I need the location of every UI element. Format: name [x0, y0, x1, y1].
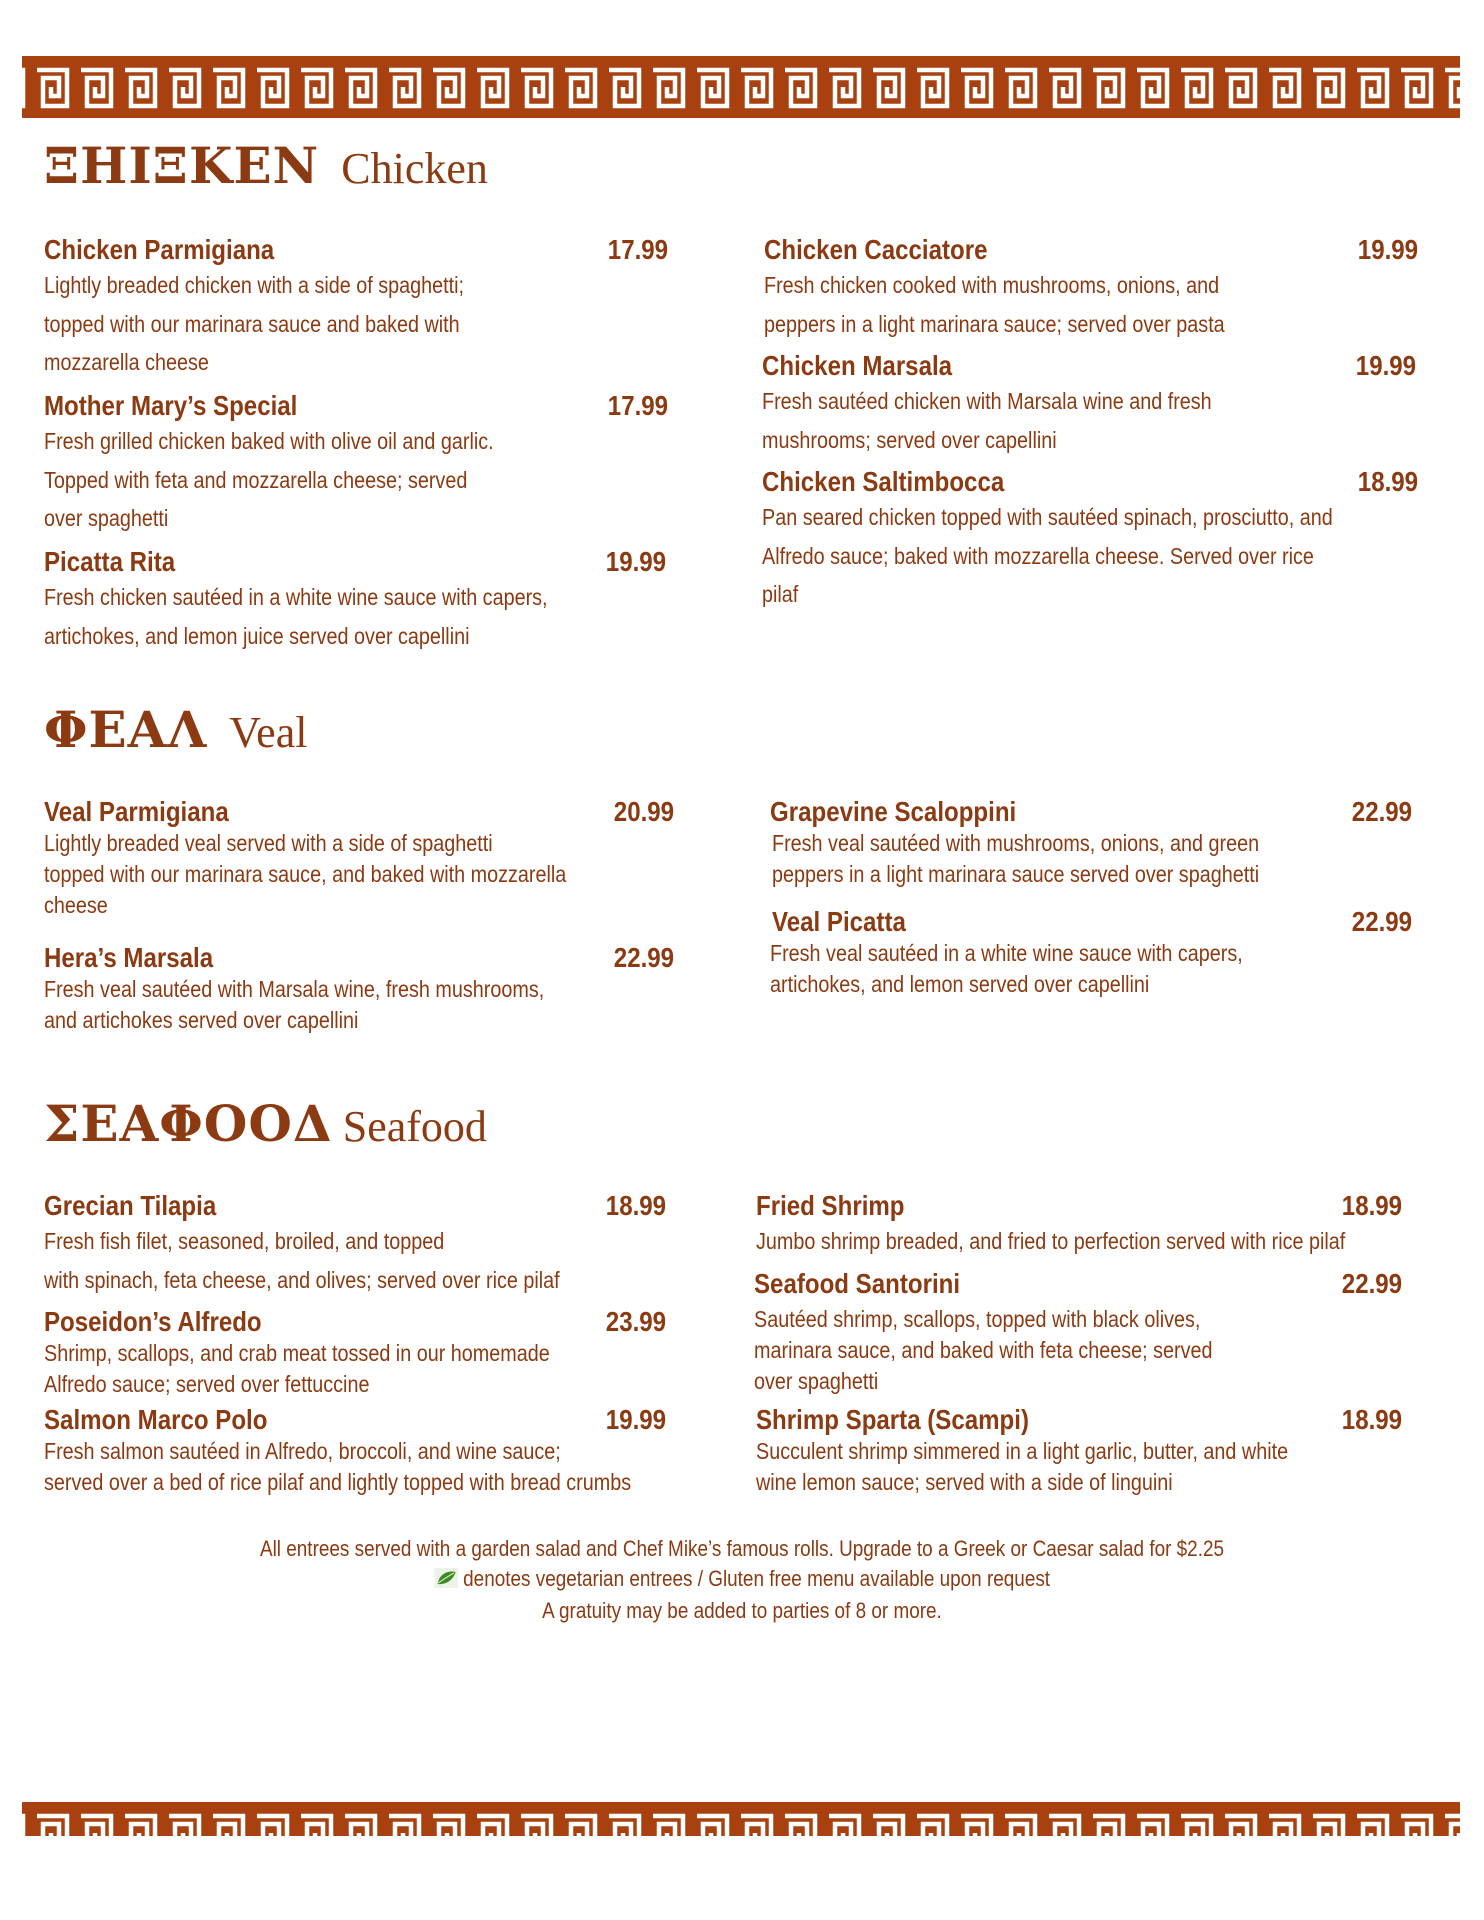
- menu-item: [762, 350, 1416, 459]
- item-name: Veal Picatta: [772, 906, 906, 937]
- item-description: Lightly breaded chicken with a side of spaghetti; topped with our marinara sauce and baked with mozzarella cheese: [44, 272, 465, 375]
- item-description: Fresh grilled chicken baked with olive oil and garlic. Topped with feta and mozzarella cheese; served over spaghetti: [44, 428, 494, 531]
- item-description: Fresh salmon sautéed in Alfredo, broccoli, and wine sauce; served over a bed of rice pilaf and lightly topped with bread crumbs: [44, 1438, 632, 1495]
- menu-item: [44, 546, 666, 655]
- menu-item: [44, 1404, 666, 1498]
- item-name: Chicken Parmigiana: [44, 234, 275, 265]
- greek-key-pattern: [22, 56, 1460, 118]
- item-description: Fresh veal sautéed with Marsala wine, fresh mushrooms, and artichokes served over capellini: [44, 976, 545, 1033]
- item-description: Jumbo shrimp breaded, and fried to perfection served with rice pilaf: [756, 1228, 1346, 1254]
- item-description: Succulent shrimp simmered in a light garlic, butter, and white wine lemon sauce; served with a side of linguini: [756, 1438, 1289, 1495]
- menu-item: [770, 906, 1412, 1000]
- menu-item: [770, 796, 1412, 890]
- item-name: Grecian Tilapia: [44, 1190, 217, 1221]
- item-description: Fresh sautéed chicken with Marsala wine and fresh mushrooms; served over capellini: [762, 388, 1212, 453]
- section-title-greek: ΣΕΑΦΟΟΔ: [44, 1094, 333, 1153]
- footer-gratuity-note: A gratuity may be added to parties of 8 or more.: [542, 1598, 942, 1623]
- menu-item: [756, 1404, 1402, 1498]
- menu-item: [44, 390, 668, 538]
- item-description: Shrimp, scallops, and crab meat tossed in our homemade Alfredo sauce; served over fettuccine: [44, 1340, 550, 1397]
- section-heading-seafood: [44, 1094, 487, 1153]
- footer-salad-note: All entrees served with a garden salad and Chef Mike’s famous rolls. Upgrade to a Greek or Caesar salad for $2.25: [259, 1536, 1225, 1561]
- item-name: Veal Parmigiana: [44, 796, 229, 827]
- section-title-greek: ΞΗΙΞΚΕΝ: [44, 136, 320, 195]
- item-name: Hera’s Marsala: [44, 942, 214, 973]
- section-title-english: Seafood: [342, 1102, 487, 1151]
- leaf-icon: [434, 1566, 458, 1596]
- item-name: Poseidon’s Alfredo: [44, 1306, 262, 1337]
- item-price: 17.99: [607, 390, 668, 421]
- item-name: Shrimp Sparta (Scampi): [756, 1404, 1029, 1435]
- item-description: Fresh fish filet, seasoned, broiled, and topped with spinach, feta cheese, and olives; served over rice pilaf: [44, 1228, 560, 1293]
- item-price: 19.99: [605, 546, 666, 577]
- menu-item: [754, 1268, 1402, 1397]
- greek-key-border-top: [22, 56, 1460, 118]
- item-name: Seafood Santorini: [754, 1268, 961, 1299]
- section-heading-veal: [44, 700, 307, 759]
- item-name: Chicken Cacciatore: [764, 234, 988, 265]
- section-title-english: Veal: [229, 708, 308, 757]
- menu-item: [44, 796, 674, 921]
- menu-item: [44, 1190, 666, 1299]
- menu-item: [44, 1306, 666, 1400]
- item-price: 19.99: [1357, 234, 1418, 265]
- menu-item: [764, 234, 1418, 343]
- item-price: 19.99: [1355, 350, 1416, 381]
- section-heading-chicken: [44, 136, 488, 195]
- item-description: Fresh veal sautéed with mushrooms, onions, and green peppers in a light marinara sauce served over spaghetti: [772, 830, 1260, 887]
- item-name: Grapevine Scaloppini: [770, 796, 1017, 827]
- item-description: Fresh chicken cooked with mushrooms, onions, and peppers in a light marinara sauce; served over pasta: [764, 272, 1225, 337]
- item-name: Chicken Marsala: [762, 350, 953, 381]
- item-price: 19.99: [605, 1404, 666, 1435]
- item-price: 20.99: [613, 796, 674, 827]
- menu-item: [762, 466, 1418, 614]
- greek-key-pattern: [22, 1802, 1460, 1836]
- item-name: Chicken Saltimbocca: [762, 466, 1005, 497]
- item-price: 23.99: [605, 1306, 666, 1337]
- item-name: Mother Mary’s Special: [44, 390, 298, 421]
- footer-vegetarian-note: [104, 1564, 1380, 1596]
- item-description: Pan seared chicken topped with sautéed spinach, prosciutto, and Alfredo sauce; baked with mozzarella cheese. Served over rice pilaf: [762, 504, 1333, 607]
- footer-notes: [0, 1534, 1484, 1626]
- item-price: 18.99: [605, 1190, 666, 1221]
- menu-item: [44, 942, 674, 1036]
- item-name: Salmon Marco Polo: [44, 1404, 268, 1435]
- greek-key-border-bottom: [22, 1802, 1460, 1836]
- section-title-greek: ΦΕΑΛ: [44, 700, 208, 759]
- item-description: Lightly breaded veal served with a side of spaghetti topped with our marinara sauce, and baked with mozzarella cheese: [44, 830, 567, 918]
- item-price: 18.99: [1341, 1190, 1402, 1221]
- section-title-english: Chicken: [341, 144, 488, 193]
- item-description: Sautéed shrimp, scallops, topped with black olives, marinara sauce, and baked with feta cheese; served over spaghetti: [754, 1306, 1213, 1394]
- item-price: 17.99: [607, 234, 668, 265]
- item-price: 22.99: [1351, 796, 1412, 827]
- item-name: Picatta Rita: [44, 546, 176, 577]
- vegetarian-note-text: denotes vegetarian entrees / Gluten free menu available upon request: [463, 1566, 1051, 1591]
- item-price: 22.99: [1351, 906, 1412, 937]
- item-price: 18.99: [1357, 466, 1418, 497]
- item-price: 22.99: [613, 942, 674, 973]
- menu-item: [44, 234, 668, 382]
- menu-item: [756, 1190, 1402, 1261]
- item-price: 22.99: [1341, 1268, 1402, 1299]
- item-price: 18.99: [1341, 1404, 1402, 1435]
- item-description: Fresh veal sautéed in a white wine sauce with capers, artichokes, and lemon served over capellini: [770, 940, 1243, 997]
- item-name: Fried Shrimp: [756, 1190, 905, 1221]
- item-description: Fresh chicken sautéed in a white wine sauce with capers, artichokes, and lemon juice served over capellini: [44, 584, 548, 649]
